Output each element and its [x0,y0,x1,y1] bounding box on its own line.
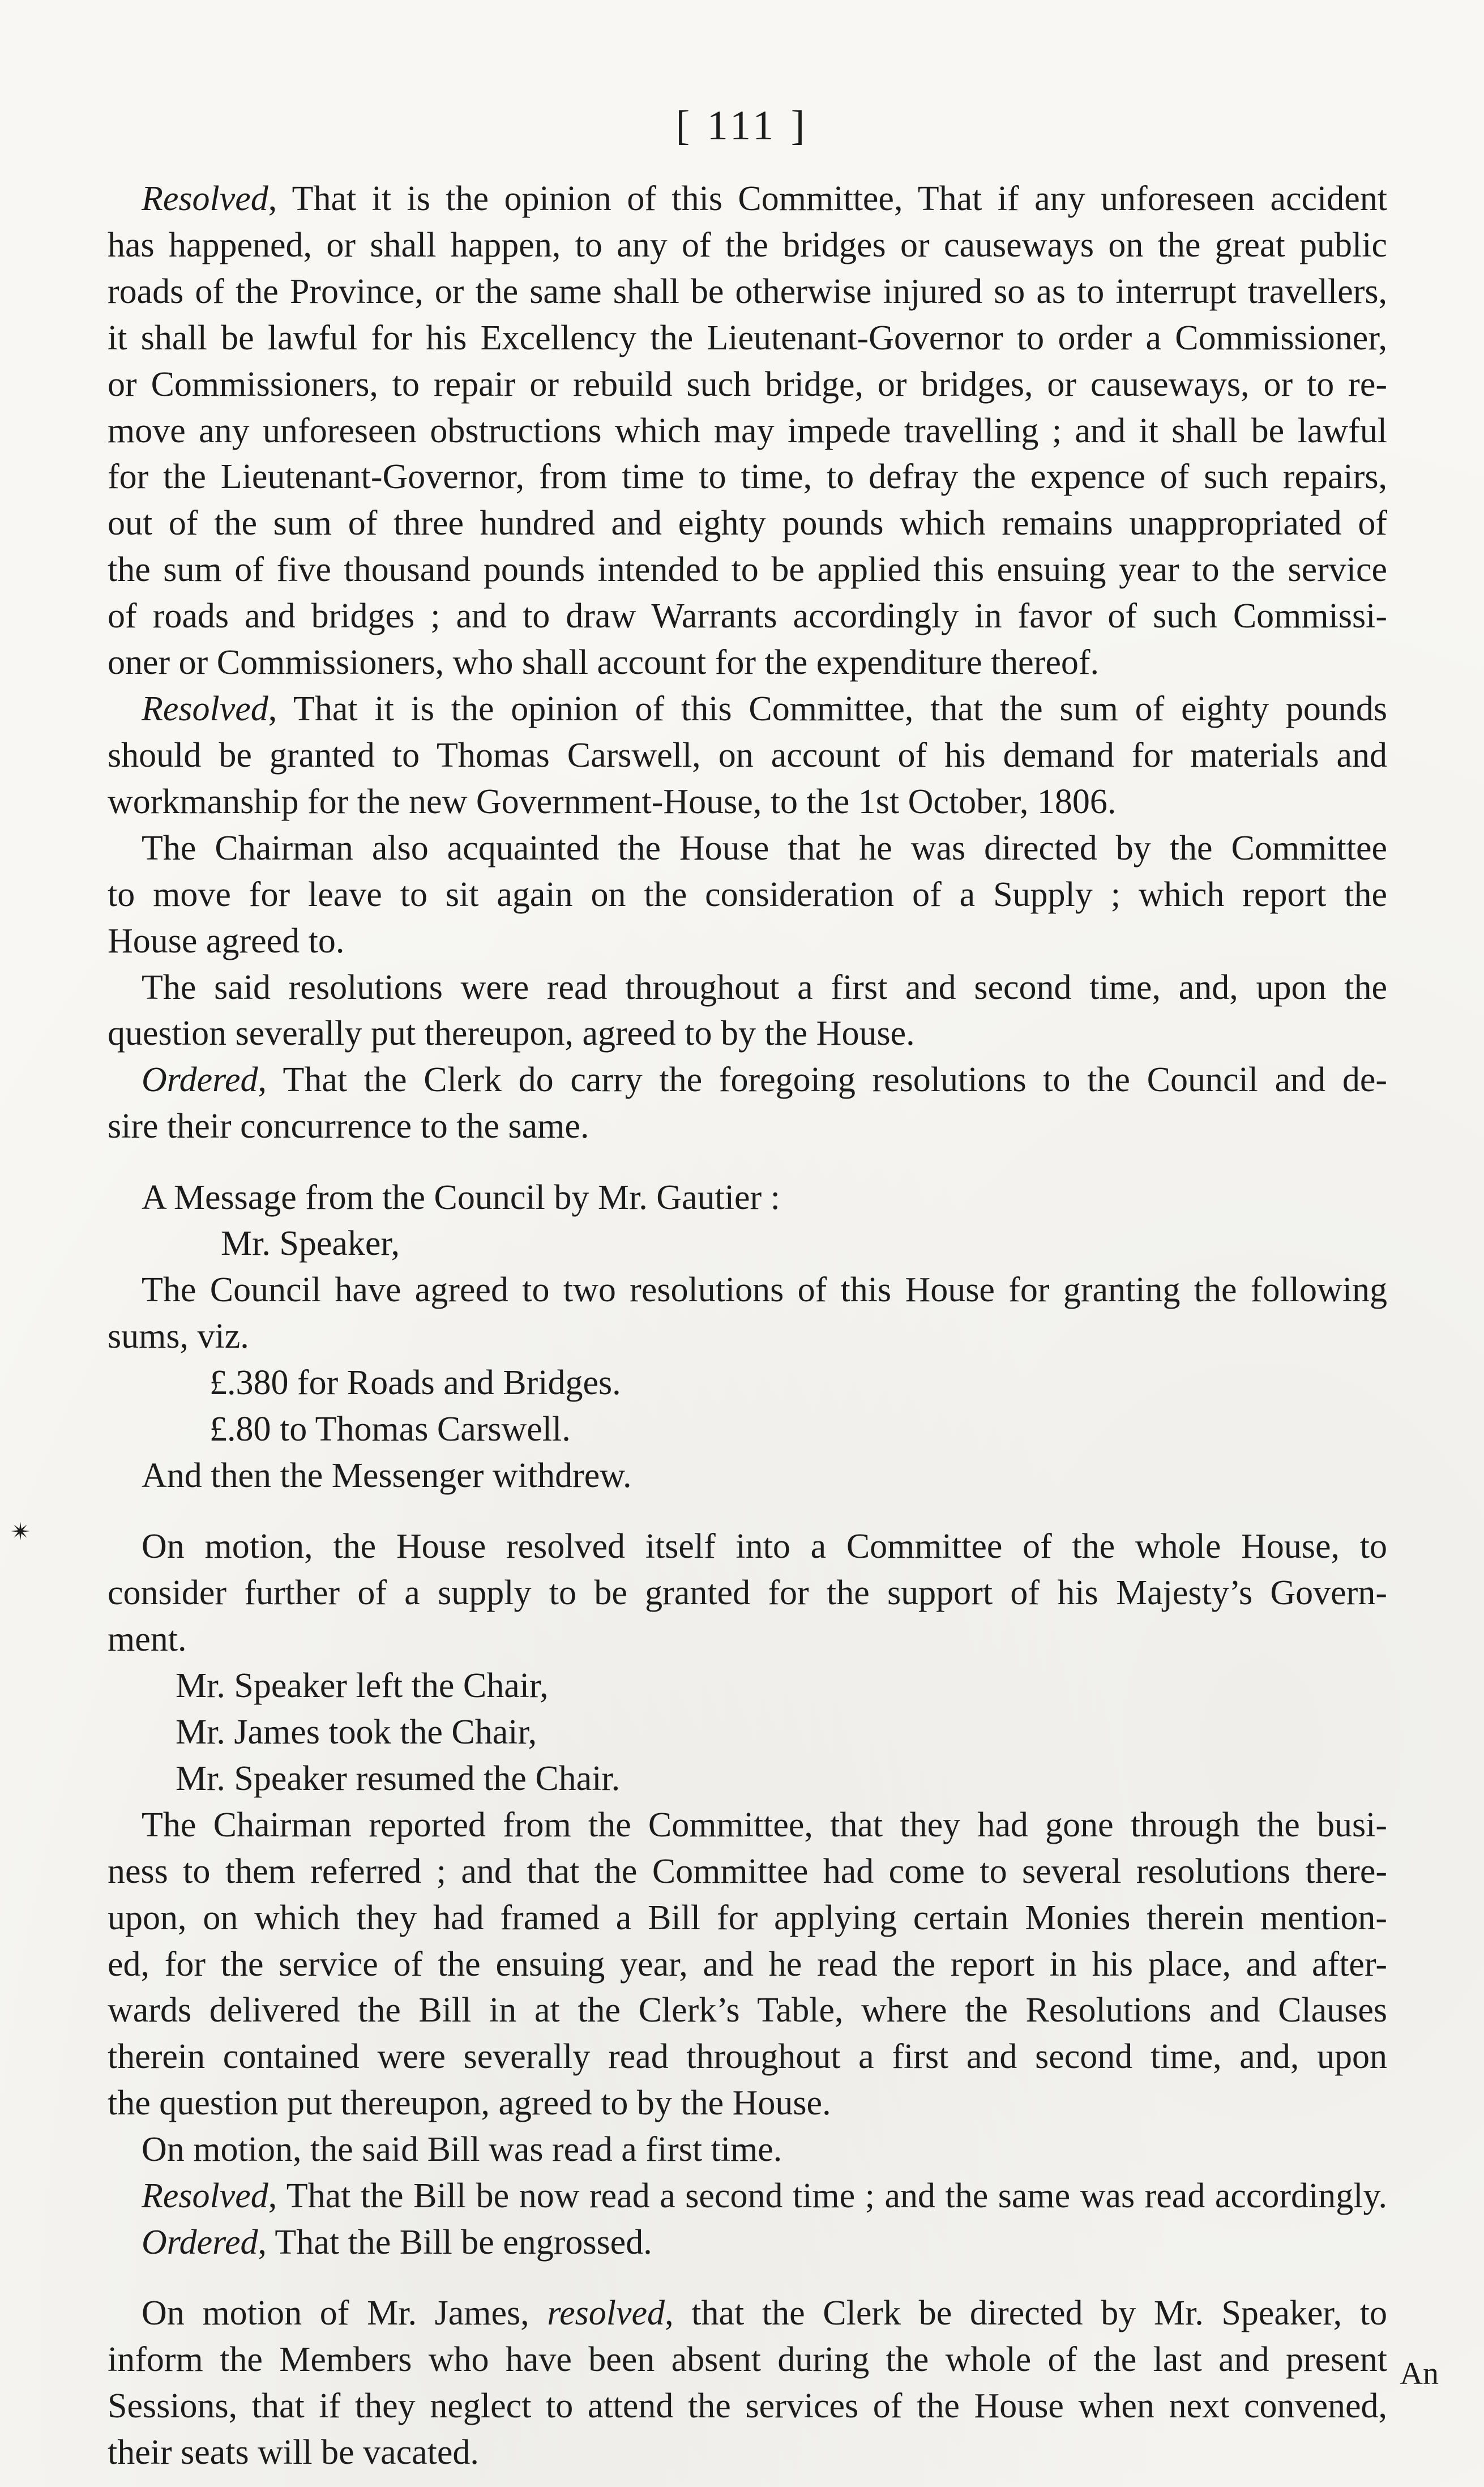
text-line: of roads and bridges ; and to draw Warrants accordingly in favor of such Commissi- [108,597,1387,636]
text-line: it shall be lawful for his Excellency the Lieutenant-Governor to order a Commissioner, [108,318,1387,357]
text-line: Resolved, That it is the opinion of this Committee, That if any unforeseen accident [142,180,1387,218]
margin-mark: ✴ [10,1518,31,1546]
text-line: the question put thereupon, agreed to by the House. [108,2084,831,2123]
page-number: [ 111 ] [675,102,809,149]
text-line: On motion of Mr. James, resolved, that the Clerk be directed by Mr. Speaker, to [142,2294,1387,2333]
text-line: should be granted to Thomas Carswell, on account of his demand for materials and [108,736,1387,775]
text-line: House agreed to. [108,921,345,960]
text-line: wards delivered the Bill in at the Clerk’s Table, where the Resolutions and Clauses [108,1991,1387,2030]
text-line: to move for leave to sit again on the consideration of a Supply ; which report the [108,875,1387,914]
text-line: A Message from the Council by Mr. Gautier : [142,1178,780,1217]
text-line: Ordered, That the Bill be engrossed. [142,2223,652,2262]
text-line: Sessions, that if they neglect to attend the services of the House when next convened, [108,2387,1387,2426]
text-line: Mr. James took the Chair, [176,1712,537,1751]
catchword: An [1400,2356,1439,2391]
text-line: Ordered, That the Clerk do carry the foregoing resolutions to the Council and de- [142,1061,1387,1100]
text-line: roads of the Province, or the same shall be otherwise injured so as to interrupt travellers, [108,272,1387,311]
text-line: move any unforeseen obstructions which may impede travelling ; and it shall be lawful [108,411,1387,450]
text-line: £.80 to Thomas Carswell. [209,1410,571,1449]
text-line: The said resolutions were read throughout a first and second time, and, upon the [142,968,1387,1007]
text-line: ment. [108,1620,187,1659]
text-line: Resolved, That it is the opinion of this Committee, that the sum of eighty pounds [142,690,1387,729]
text-line: sums, viz. [108,1317,249,1356]
text-line: consider further of a supply to be granted for the support of his Majesty’s Govern- [108,1574,1387,1613]
text-line: On motion, the House resolved itself into a Committee of the whole House, to [142,1527,1387,1566]
text-line: inform the Members who have been absent during the whole of the last and present [108,2340,1387,2379]
text-line: sire their concurrence to the same. [108,1107,589,1146]
text-line: the sum of five thousand pounds intended to be applied this ensuing year to the service [108,550,1387,589]
text-line: Mr. Speaker, [221,1224,400,1263]
text-line: their seats will be vacated. [108,2433,479,2472]
text-line: The Chairman reported from the Committee, that they had gone through the busi- [142,1805,1387,1844]
text-line: has happened, or shall happen, to any of the bridges or causeways on the great public [108,225,1387,264]
text-line: out of the sum of three hundred and eighty pounds which remains unappropriated of [108,504,1387,543]
text-line: And then the Messenger withdrew. [142,1456,632,1495]
text-line: Mr. Speaker left the Chair, [176,1666,549,1706]
text-line: upon, on which they had framed a Bill for applying certain Monies therein mention- [108,1898,1387,1937]
text-line: ness to them referred ; and that the Committee had come to several resolutions there- [108,1852,1387,1891]
text-line: question severally put thereupon, agreed to by the House. [108,1014,915,1053]
text-line: ed, for the service of the ensuing year, and he read the report in his place, and after- [108,1945,1387,1984]
text-line: for the Lieutenant-Governor, from time to time, to defray the expence of such repairs, [108,458,1387,497]
text-line: On motion, the said Bill was read a first time. [142,2130,782,2169]
text-line: The Council have agreed to two resolutions of this House for granting the following [142,1271,1387,1310]
text-line: Resolved, That the Bill be now read a second time ; and the same was read accordingly. [142,2177,1387,2216]
text-line: £.380 for Roads and Bridges. [209,1364,621,1403]
text-line: therein contained were severally read throughout a first and second time, and, upon [108,2037,1387,2076]
text-line: oner or Commissioners, who shall account for the expenditure thereof. [108,643,1100,682]
text-line: The Chairman also acquainted the House that he was directed by the Committee [142,828,1387,868]
text-line: Mr. Speaker resumed the Chair. [176,1759,621,1798]
text-line: workmanship for the new Government-House, to the 1st October, 1806. [108,782,1117,821]
text-line: or Commissioners, to repair or rebuild such bridge, or bridges, or causeways, or to re- [108,365,1387,404]
